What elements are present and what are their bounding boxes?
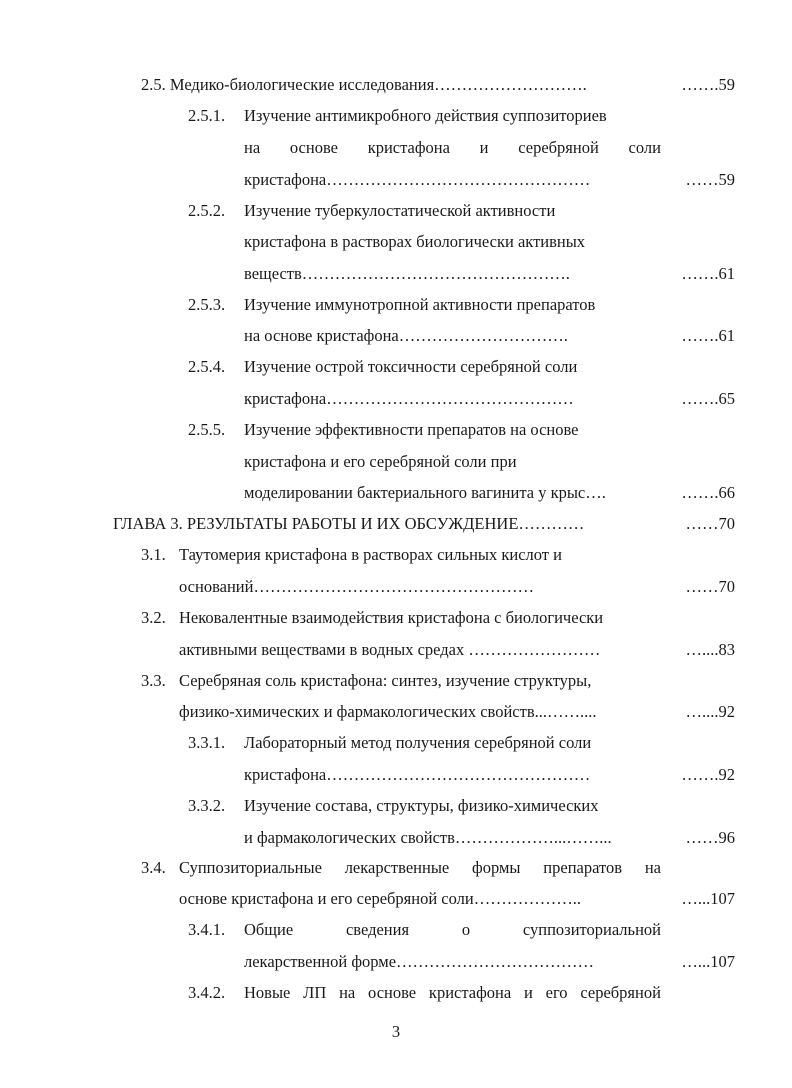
toc-page-ref: …....92 xyxy=(685,702,735,721)
toc-word: соли xyxy=(628,138,661,157)
toc-entry-number: 3.1. xyxy=(141,545,166,564)
toc-entry-text: Изучение иммунотропной активности препаратов xyxy=(244,295,596,314)
toc-entry-text: Изучение туберкулостатической активности xyxy=(244,201,556,220)
toc-entry-number: 3.4.2. xyxy=(188,983,226,1002)
toc-entry-text-justified xyxy=(244,920,661,940)
toc-entry-text: Изучение антимикробного действия суппозиториев xyxy=(244,106,607,125)
toc-entry-text: кристафона и его серебряной соли при xyxy=(244,452,517,471)
toc-entry-text: кристафона……………………………………… xyxy=(244,389,574,408)
toc-entry-text: Серебряная соль кристафона: синтез, изучение структуры, xyxy=(179,671,592,690)
toc-word: на xyxy=(644,858,661,877)
toc-page-ref: …….61 xyxy=(681,326,735,345)
toc-word: серебряной xyxy=(518,138,599,157)
toc-word: ЛП xyxy=(303,983,327,1002)
toc-entry-text: веществ…………………………………………. xyxy=(244,264,570,283)
toc-word: Новые xyxy=(244,983,291,1002)
toc-page-ref: ……96 xyxy=(685,828,735,847)
toc-entry-text: физико-химических и фармакологических свойств...…….... xyxy=(179,702,597,721)
toc-word: и xyxy=(523,983,533,1002)
toc-entry-number: 2.5.2. xyxy=(188,201,226,220)
toc-word: Суппозиториальные xyxy=(179,858,322,877)
toc-entry-text: Изучение эффективности препаратов на основе xyxy=(244,420,579,439)
toc-word: кристафона xyxy=(367,138,450,157)
toc-entry-text: Таутомерия кристафона в растворах сильных кислот и xyxy=(179,545,562,564)
toc-entry-text: моделировании бактериального вагинита у крыс…. xyxy=(244,483,606,502)
page-number: 3 xyxy=(391,1022,401,1041)
toc-entry-text: кристафона в растворах биологически активных xyxy=(244,232,586,251)
toc-entry-number: 3.3.1. xyxy=(188,733,226,752)
toc-entry-text: 2.5. Медико-биологические исследования………………………. xyxy=(141,75,587,94)
toc-page-ref: …….59 xyxy=(681,75,735,94)
toc-entry-text: Нековалентные взаимодействия кристафона с биологически xyxy=(179,608,604,627)
toc-page-ref: ……70 xyxy=(685,514,735,533)
toc-page-ref: ……70 xyxy=(685,577,735,596)
toc-entry-number: 2.5.5. xyxy=(188,420,226,439)
toc-page-ref: …….65 xyxy=(681,389,735,408)
toc-entry-text: кристафона………………………………………… xyxy=(244,170,591,189)
toc-word: основе xyxy=(289,138,338,157)
toc-entry-number: 3.3. xyxy=(141,671,166,690)
toc-page-ref: …....83 xyxy=(685,640,735,659)
toc-word: Общие xyxy=(244,920,294,939)
toc-word: кристафона xyxy=(428,983,512,1002)
toc-word: на xyxy=(244,138,261,157)
toc-page-ref: …….66 xyxy=(681,483,735,502)
toc-entry-number: 2.5.1. xyxy=(188,106,226,125)
toc-entry-number: 3.3.2. xyxy=(188,796,226,815)
toc-page-ref: …….61 xyxy=(681,264,735,283)
toc-entry-text: Лабораторный метод получения серебряной соли xyxy=(244,733,592,752)
toc-word: на xyxy=(339,983,356,1002)
toc-entry-text: и фармакологических свойств………………...……... xyxy=(244,828,612,847)
toc-entry-number: 2.5.4. xyxy=(188,357,226,376)
toc-entry-text: на основе кристафона…………………………. xyxy=(244,326,568,345)
toc-word: суппозиториальной xyxy=(522,920,661,939)
toc-word: основе xyxy=(368,983,417,1002)
toc-page-ref: …….92 xyxy=(681,765,735,784)
toc-word: сведения xyxy=(345,920,410,939)
toc-entry-text: активными веществами в водных средах …………………… xyxy=(179,640,601,659)
toc-entry-text: Изучение острой токсичности серебряной соли xyxy=(244,357,578,376)
toc-entry-text: основе кристафона и его серебряной соли……………….. xyxy=(179,889,581,908)
toc-entry-number: 3.4. xyxy=(141,858,166,877)
toc-word: и xyxy=(479,138,489,157)
toc-entry-text: Изучение состава, структуры, физико-химических xyxy=(244,796,599,815)
toc-word: о xyxy=(461,920,471,939)
toc-entry-text: лекарственной форме……………………………… xyxy=(244,952,595,971)
toc-chapter-title: ГЛАВА 3. РЕЗУЛЬТАТЫ РАБОТЫ И ИХ ОБСУЖДЕНИЕ………… xyxy=(113,514,585,533)
toc-entry-text-justified xyxy=(179,858,661,878)
toc-entry-text: кристафона………………………………………… xyxy=(244,765,591,784)
toc-entry-text: оснований…………………………………………… xyxy=(179,577,534,596)
toc-entry-text-justified xyxy=(244,138,661,158)
toc-word: серебряной xyxy=(580,983,661,1002)
toc-page-ref: …...107 xyxy=(681,889,735,908)
toc-page-ref: …...107 xyxy=(681,952,735,971)
toc-word: его xyxy=(545,983,568,1002)
toc-entry-number: 3.4.1. xyxy=(188,920,226,939)
toc-word: формы xyxy=(472,858,521,877)
toc-entry-number: 3.2. xyxy=(141,608,166,627)
toc-word: лекарственные xyxy=(344,858,450,877)
toc-word: препаратов xyxy=(543,858,623,877)
toc-entry-text-justified xyxy=(244,983,661,1003)
toc-page-ref: ……59 xyxy=(685,170,735,189)
toc-entry-number: 2.5.3. xyxy=(188,295,226,314)
